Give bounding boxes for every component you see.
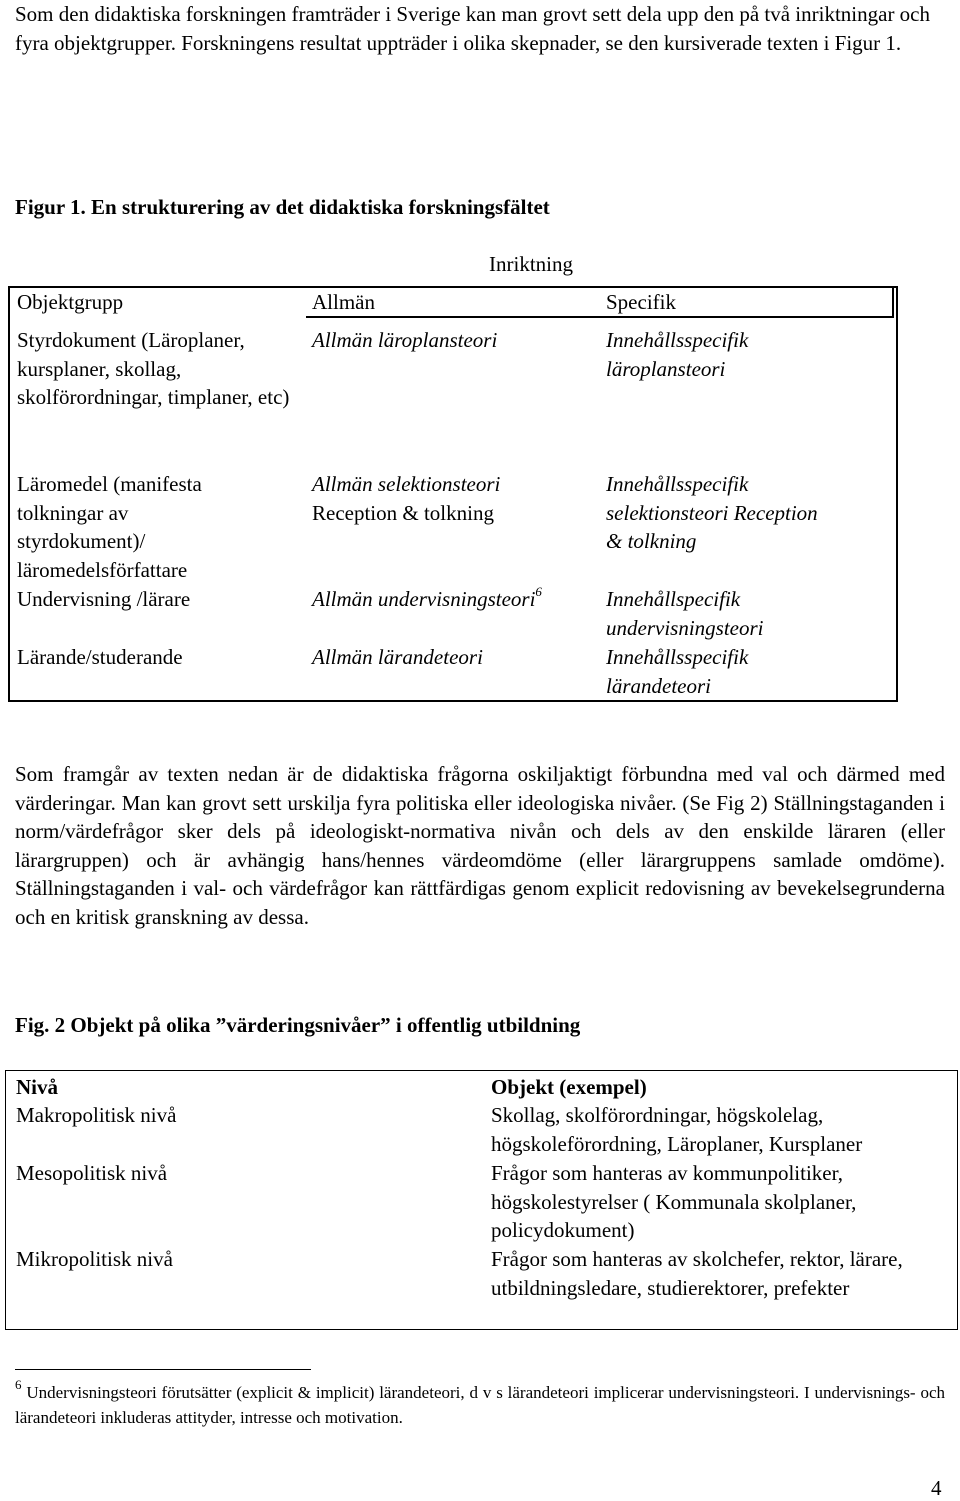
col-specifik: Specifik <box>606 290 676 314</box>
row3-specifik: Innehållspecifik undervisningsteori <box>606 587 764 640</box>
row1-niva: Makropolitisk nivå <box>16 1103 177 1127</box>
intro-paragraph: Som den didaktiska forskningen framträder i Sverige kan man grovt sett dela upp den på två inriktningar och fyra objektgrupper. Forskningens resultat uppträder i olika skepnader, se den kursiverade texten i Figur 1. <box>15 2 931 55</box>
page-number: 4 <box>931 1476 942 1500</box>
footnote-rule <box>15 1369 311 1370</box>
row3-allman <box>312 585 597 614</box>
figure2-caption: Fig. 2 Objekt på olika ”värderingsnivåer” i offentlig utbildning <box>15 1013 581 1037</box>
row1-objekt: Skollag, skolförordningar, högskolelag, högskoleförordning, Läroplaner, Kursplaner <box>491 1103 863 1156</box>
col-objektgrupp: Objektgrupp <box>17 290 124 314</box>
figure2-table <box>5 1070 958 1330</box>
row1-specifik: Innehållsspecifik läroplansteori <box>606 328 749 381</box>
row2-specifik: Innehållsspecifik selektionsteori Reception & tolkning <box>606 472 818 553</box>
row2-grupp: Läromedel (manifesta tolkningar av styrdokument)/ läromedelsförfattare <box>17 472 202 582</box>
row3-objekt: Frågor som hanteras av skolchefer, rektor, lärare, utbildningsledare, studierektorer, prefekter <box>491 1247 903 1300</box>
header-inriktning: Inriktning <box>489 252 573 276</box>
footnote <box>15 1377 945 1430</box>
row2-allman-reception: Reception & tolkning <box>312 501 494 525</box>
col-allman: Allmän <box>312 290 375 314</box>
row3-allman-text: Allmän undervisningsteori <box>312 587 536 611</box>
row3-grupp: Undervisning /lärare <box>17 587 191 611</box>
row2-objekt: Frågor som hanteras av kommunpolitiker, högskolestyrelser ( Kommunala skolplaner, policydokument) <box>491 1161 857 1242</box>
col-objekt: Objekt (exempel) <box>491 1075 647 1099</box>
row3-niva: Mikropolitisk nivå <box>16 1247 173 1271</box>
row4-allman: Allmän lärandeteori <box>312 645 483 669</box>
col-niva: Nivå <box>16 1075 58 1099</box>
body-paragraph: Som framgår av texten nedan är de didaktiska frågorna oskiljaktigt förbundna med val och därmed med värderingar. Man kan grovt sett urskilja fyra politiska eller ideologiska nivåer. (Se Fig 2) Ställningstaganden i norm/värdefrågor sker dels på ideologiskt-normativa nivån och dels av den enskilde läraren (eller lärargruppen) och är avhängig hans/hennes värdeomdöme (eller lärargruppens samlade omdöme). Ställningstaganden i val- och värdefrågor kan rättfärdigas genom explicit redovisning av bevekelsegrunderna och en kritisk granskning av dessa. <box>15 762 945 929</box>
row4-grupp: Lärande/studerande <box>17 645 183 669</box>
footnote-mark: 6 <box>15 1377 22 1393</box>
row1-allman: Allmän läroplansteori <box>312 328 498 352</box>
figure1-table <box>8 250 896 700</box>
row1-grupp: Styrdokument (Läroplaner, kursplaner, skollag, skolförordningar, timplaner, etc) <box>17 328 290 409</box>
row2-allman: Allmän selektionsteori <box>312 472 501 496</box>
row4-specifik: Innehållsspecifik lärandeteori <box>606 645 749 698</box>
footnote-text: Undervisningsteori förutsätter (explicit & implicit) lärandeteori, d v s lärandeteori implicerar undervisningsteori. I undervisnings- och lärandeteori inkluderas attityder, intresse och motivation. <box>15 1383 945 1427</box>
figure1-caption: Figur 1. En strukturering av det didaktiska forskningsfältet <box>15 195 550 219</box>
footnote-ref: 6 <box>535 584 542 599</box>
row2-niva: Mesopolitisk nivå <box>16 1161 168 1185</box>
